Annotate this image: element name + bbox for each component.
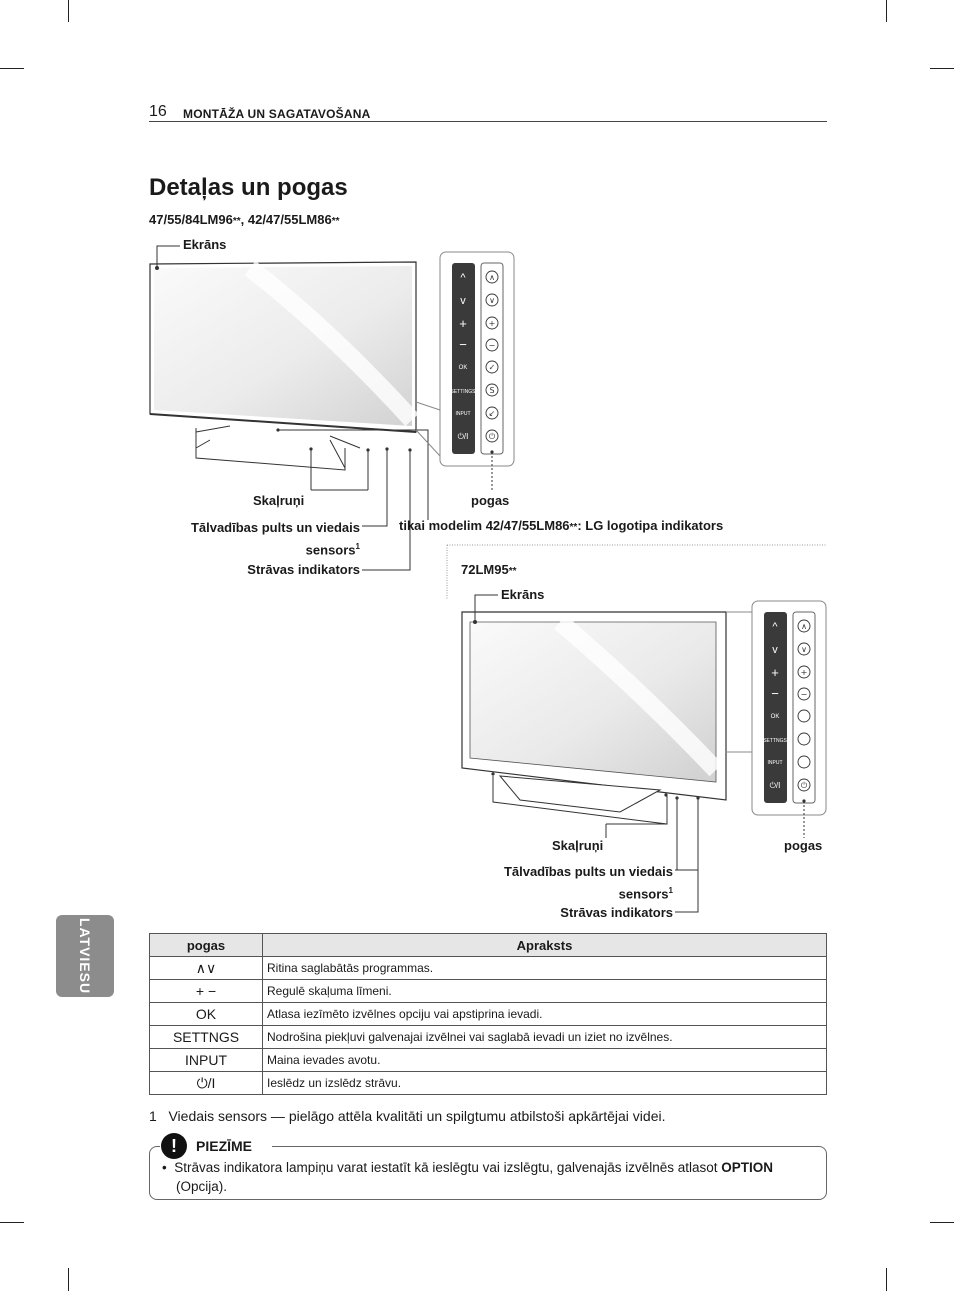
model-text: 47/55/84LM96	[149, 212, 233, 227]
note-text-part: Strāvas indikatora lampiņu varat iestatīt kā ieslēgtu vai izslēgtu, galvenajās izvēlnēs atlasot	[174, 1160, 722, 1175]
footnote-ref: 1	[355, 542, 360, 551]
table-row	[150, 980, 827, 1003]
crop-mark	[930, 1222, 954, 1223]
buttons-label-1: pogas	[471, 493, 510, 508]
svg-text:∨: ∨	[801, 645, 807, 654]
svg-text:∨: ∨	[489, 296, 495, 305]
svg-text:SETTNGS: SETTNGS	[763, 738, 787, 744]
table-row	[150, 1072, 827, 1095]
table-row	[150, 1003, 827, 1026]
table-header-row	[150, 934, 827, 957]
page-title: Detaļas un pogas	[149, 174, 348, 201]
footnote-ref: 1	[668, 886, 673, 895]
model-text: 72LM95	[461, 562, 509, 577]
svg-text:^: ^	[772, 621, 778, 633]
button-description: Atlasa iezīmēto izvēlnes opciju vai apstiprina ievadi.	[263, 1003, 827, 1026]
svg-text:⏻: ⏻	[800, 781, 808, 790]
table-header: pogas	[150, 934, 263, 957]
model-suffix: **	[232, 216, 241, 227]
button-description: Ieslēdz un izslēdz strāvu.	[263, 1072, 827, 1095]
model-suffix: **	[569, 522, 578, 533]
svg-text:+: +	[771, 665, 779, 680]
table-row	[150, 957, 827, 980]
button-description: Regulē skaļuma līmeni.	[263, 980, 827, 1003]
svg-text:↙: ↙	[488, 409, 496, 418]
crop-mark	[0, 1222, 24, 1223]
button-key: + −	[150, 980, 263, 1003]
note-title: PIEZĪME	[196, 1138, 253, 1154]
table-row	[150, 1026, 827, 1049]
footnote-text: Viedais sensors — pielāgo attēla kvalitāti un spilgtumu atbilstoši apkārtējai videi.	[168, 1108, 666, 1124]
svg-text:+: +	[459, 316, 467, 331]
svg-text:⏻: ⏻	[488, 432, 496, 441]
footnote	[149, 1108, 665, 1124]
screen-label-2: Ekrāns	[501, 587, 545, 602]
remote-sensor-label-2	[462, 862, 673, 903]
button-description: Maina ievades avotu.	[263, 1049, 827, 1072]
crop-mark	[68, 1268, 69, 1291]
power-indicator-label-2: Strāvas indikators	[560, 905, 673, 920]
bullet: •	[162, 1160, 167, 1175]
svg-text:OK: OK	[458, 365, 468, 371]
table-header: Apraksts	[263, 934, 827, 957]
table-row	[150, 1049, 827, 1072]
svg-text:INPUT: INPUT	[455, 411, 471, 417]
button-key: ∧∨	[150, 957, 263, 980]
svg-text:v: v	[460, 295, 466, 307]
crop-mark	[886, 1268, 887, 1291]
svg-text:∧: ∧	[801, 622, 807, 631]
label-text: : LG logotipa indikators	[577, 518, 724, 533]
model-text: , 42/47/55LM86	[240, 212, 332, 227]
speakers-label-2: Skaļruņi	[552, 838, 604, 853]
svg-text:+: +	[800, 668, 808, 677]
svg-text:−: −	[488, 341, 496, 350]
label-text: sensors	[618, 886, 669, 902]
button-description: Ritina saglabātās programmas.	[263, 957, 827, 980]
model-suffix: **	[331, 216, 340, 227]
buttons-label-2: pogas	[784, 838, 823, 853]
svg-text:−: −	[800, 690, 808, 699]
label-text: tikai modelim 42/47/55LM86	[399, 518, 570, 533]
svg-text:✓: ✓	[488, 363, 496, 372]
svg-text:OK: OK	[770, 714, 780, 720]
footnote-number: 1	[149, 1108, 157, 1124]
button-key: INPUT	[150, 1049, 263, 1072]
page-number: 16	[149, 103, 167, 120]
svg-text:∧: ∧	[489, 273, 495, 282]
label-text: Tālvadības pults un viedais	[190, 520, 360, 535]
note-text-part: (Opcija).	[176, 1179, 228, 1194]
svg-text:v: v	[772, 644, 778, 656]
svg-text:⏻/I: ⏻/I	[457, 432, 469, 441]
label-text: Tālvadības pults un viedais	[503, 864, 673, 879]
svg-text:+: +	[488, 319, 496, 328]
language-tab	[56, 915, 114, 997]
label-text: sensors	[305, 542, 356, 558]
model-suffix: **	[508, 566, 517, 577]
power-indicator-label-1: Strāvas indikators	[247, 562, 360, 577]
svg-text:SETTINGS: SETTINGS	[450, 389, 476, 395]
svg-text:^: ^	[460, 272, 466, 284]
svg-text:INPUT: INPUT	[767, 760, 783, 766]
speakers-label-1: Skaļruņi	[253, 493, 305, 508]
exclamation-icon: !	[161, 1133, 187, 1159]
note-option-name: OPTION	[721, 1160, 774, 1175]
model-label-2	[461, 562, 517, 577]
button-description: Nodrošina piekļuvi galvenajai izvēlnei vai saglabā ievadi un iziet no izvēlnes.	[263, 1026, 827, 1049]
button-key: OK	[150, 1003, 263, 1026]
svg-text:S: S	[489, 386, 495, 395]
language-tab-label: LATVIESU	[77, 917, 93, 995]
svg-text:−: −	[771, 686, 779, 701]
screen-label-1: Ekrāns	[183, 237, 227, 252]
svg-text:−: −	[459, 337, 467, 352]
buttons-table	[149, 933, 827, 1095]
section-title: MONTĀŽA UN SAGATAVOŠANA	[183, 107, 371, 121]
svg-text:⏻/I: ⏻/I	[769, 781, 781, 790]
button-key: ⏻/I	[150, 1072, 263, 1095]
button-key: SETTNGS	[150, 1026, 263, 1049]
note-text	[162, 1158, 818, 1196]
